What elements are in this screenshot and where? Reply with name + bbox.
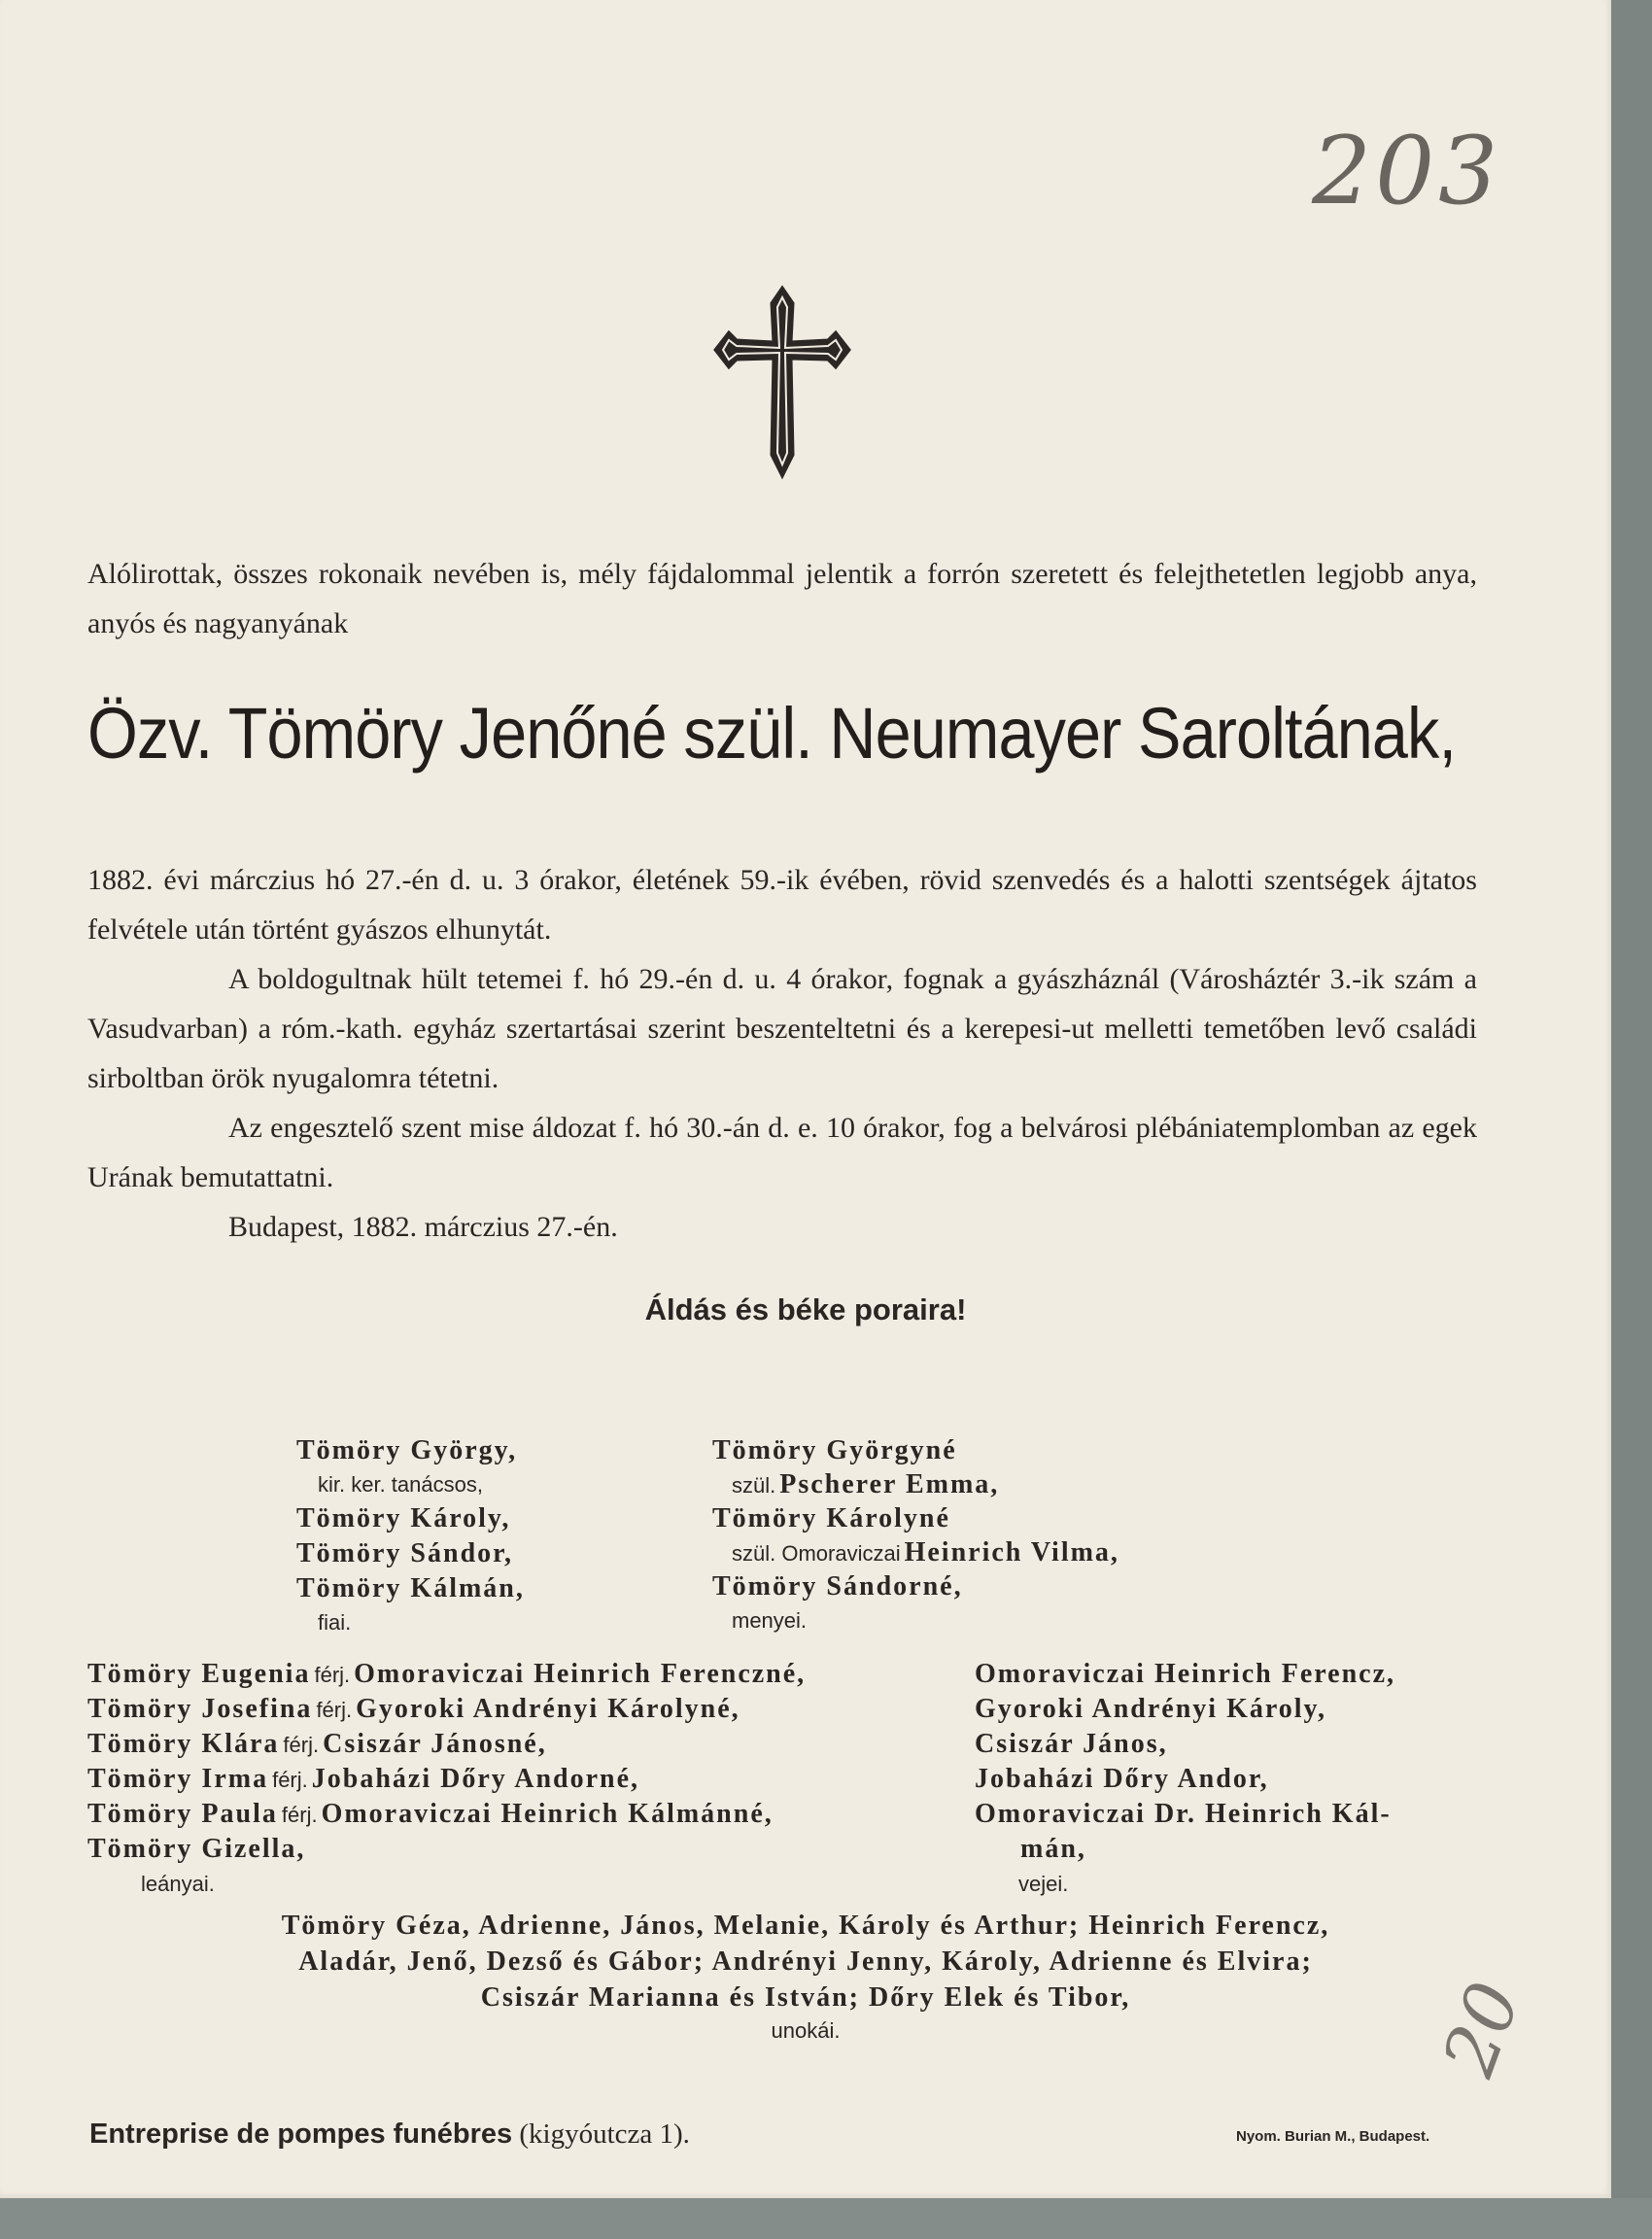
sons-label: fiai. bbox=[318, 1610, 352, 1635]
sons-in-law-label: vejei. bbox=[1018, 1872, 1069, 1896]
son-name: Tömöry Sándor, bbox=[296, 1538, 514, 1568]
daughter-in-law-name: Tömöry Györgyné bbox=[712, 1435, 957, 1465]
maiden-name: Pscherer Emma, bbox=[779, 1469, 1000, 1499]
archive-number: 203 bbox=[1312, 117, 1502, 225]
son-name: Tömöry György, bbox=[296, 1435, 518, 1465]
undertaker-footer bbox=[89, 2118, 690, 2151]
daughter-row: Tömöry Josefina férj. Gyoroki Andrényi Károlyné, bbox=[87, 1694, 740, 1724]
grandchildren-line: Csiszár Marianna és István; Dőry Elek és Tibor, bbox=[480, 1982, 1131, 2013]
maiden-name: Heinrich Vilma, bbox=[904, 1537, 1119, 1567]
son-name: Tömöry Károly, bbox=[296, 1503, 511, 1533]
printer-footer: Nyom. Burian M., Budapest. bbox=[1236, 2128, 1430, 2145]
grandchildren-line: Tömöry Géza, Adrienne, János, Melanie, Károly és Arthur; Heinrich Ferencz, bbox=[281, 1911, 1330, 1941]
daughter-row: Tömöry Eugenia férj. Omoraviczai Heinrich Ferenczné, bbox=[87, 1659, 807, 1689]
mass-paragraph: Az engesztelő szent mise áldozat f. hó 30.-án d. e. 10 órakor, fog a belvárosi plébániatemplomban az egek Urának bemutattatni. bbox=[87, 1112, 1477, 1193]
intro-paragraph: Alólirottak, összes rokonaik nevében is, mély fájdalommal jelentik a forrón szeretett és felejthetetlen legjobb anya, anyós és nagyanyának bbox=[87, 558, 1477, 639]
son-title: kir. ker. tanácsos, bbox=[318, 1472, 483, 1497]
daughter-row: Tömöry Irma férj. Jobaházi Dőry Andorné, bbox=[87, 1764, 640, 1794]
daughters-in-law-label: menyei. bbox=[732, 1608, 808, 1633]
undertaker-address: (kigyóutcza 1). bbox=[519, 2118, 690, 2150]
date-place: Budapest, 1882. márczius 27.-én. bbox=[228, 1211, 618, 1243]
grandchildren-line: Aladár, Jenő, Dezső és Gábor; Andrényi Jenny, Károly, Adrienne és Elvira; bbox=[298, 1946, 1313, 1977]
funeral-paragraph: A boldogultnak hült tetemei f. hó 29.-én d. u. 4 órakor, fognak a gyászháznál (Városháztér 3.-ik szám a Vasudvarban) a róm.-kath. egyház szertartásai szerint beszenteltetni és a kerepesi-ut melletti temetőben levő családi sirboltban örök nyugalomra tétetni. bbox=[87, 963, 1477, 1094]
grandchildren-label: unokái. bbox=[771, 2018, 841, 2043]
blessing: Áldás és béke poraira! bbox=[644, 1292, 967, 1326]
announcement-body bbox=[87, 855, 1477, 1252]
daughters-in-law-column bbox=[712, 1433, 1119, 1637]
cross-icon bbox=[709, 282, 855, 481]
undertaker-name: Entreprise de pompes funébres bbox=[89, 2118, 513, 2150]
daughter-row: Tömöry Klára férj. Csiszár Jánosné, bbox=[87, 1729, 547, 1759]
son-in-law-row: Jobaházi Dőry Andor, bbox=[975, 1764, 1269, 1794]
daughter-row: Tömöry Paula férj. Omoraviczai Heinrich Kálmánné, bbox=[87, 1799, 774, 1829]
daughter-in-law-name: Tömöry Károlyné bbox=[712, 1503, 950, 1533]
daughter-in-law-name: Tömöry Sándorné, bbox=[712, 1571, 963, 1602]
scan-border-bottom bbox=[0, 2198, 1652, 2239]
daughter-row: Tömöry Gizella, bbox=[87, 1834, 306, 1864]
son-name: Tömöry Kálmán, bbox=[296, 1573, 525, 1603]
son-in-law-row: mán, bbox=[1020, 1834, 1086, 1864]
szul-label: szül. bbox=[732, 1473, 776, 1498]
son-in-law-row: Omoraviczai Dr. Heinrich Kál- bbox=[975, 1799, 1392, 1829]
death-paragraph: 1882. évi márczius hó 27.-én d. u. 3 órakor, életének 59.-ik évében, rövid szenvedés és a halotti szentségek ájtatos felvétele után történt gyászos elhunytát. bbox=[87, 864, 1477, 946]
szul-label: szül. Omoraviczai bbox=[732, 1541, 901, 1566]
scan-border-right bbox=[1611, 0, 1652, 2239]
son-in-law-row: Csiszár János, bbox=[975, 1729, 1168, 1759]
daughters-label: leányai. bbox=[141, 1872, 215, 1896]
bottom-handwritten-mark: 20 bbox=[1427, 1972, 1537, 2086]
sons-column bbox=[296, 1433, 525, 1639]
deceased-name: Özv. Tömöry Jenőné szül. Neumayer Saroltának, bbox=[87, 693, 1457, 774]
son-in-law-row: Gyoroki Andrényi Károly, bbox=[975, 1694, 1327, 1724]
son-in-law-row: Omoraviczai Heinrich Ferencz, bbox=[975, 1659, 1396, 1689]
